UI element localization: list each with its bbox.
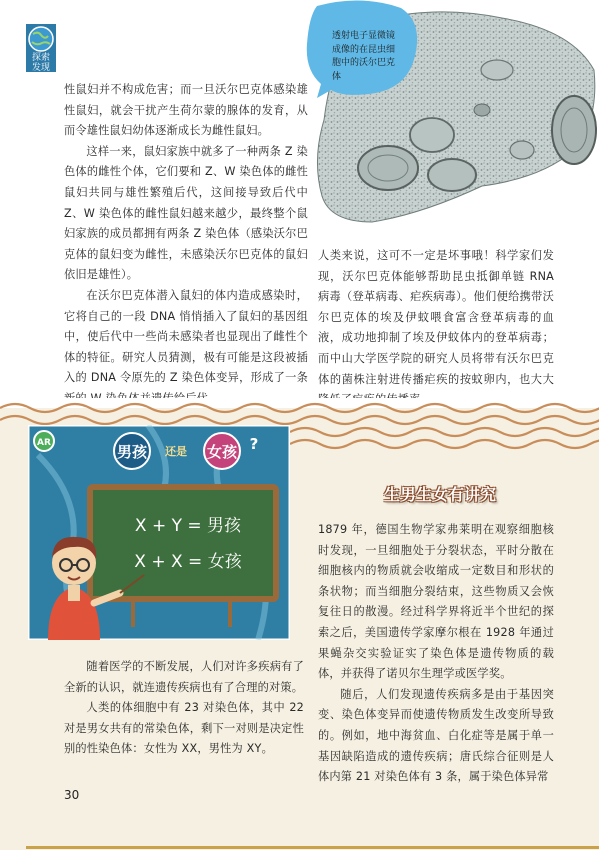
bottom-rule — [26, 846, 599, 849]
equation-girl: X + X = 女孩 — [134, 552, 242, 572]
logo-text-2: 发现 — [31, 63, 51, 73]
paragraph: 性鼠妇并不构成危害；而一旦沃尔巴克体感染雄性鼠妇，就会干扰产生荷尔蒙的腺体的发育，从而令雄性鼠妇幼体逐渐成长为雌性鼠妇。 — [64, 83, 308, 138]
boy-or-girl-illustration — [28, 425, 290, 640]
upper-right-column — [318, 246, 554, 411]
question-girl: 女孩 — [206, 443, 238, 461]
paragraph: 1879 年，德国生物学家弗莱明在观察细胞核时发现，一旦细胞处于分裂状态，平时分散在细胞核内的物质就会收缩成一定数目和形状的条状物；而当细胞分裂结束，这些物质又会恢复往日的散漫。经过科学界将近半个世纪的探索之后，美国遗传学家摩尔根在 1928 年通过果蝇杂交实验证实了染色体是遗传物质的载体，并获得了诺贝尔生理学或医学奖。 — [318, 523, 554, 681]
paragraph: 随着医学的不断发展，人们对许多疾病有了全新的认识，就连遗传疾病也有了合理的对策。 — [64, 660, 304, 694]
paragraph: 在沃尔巴克体潜入鼠妇的体内造成感染时，它将自己的一段 DNA 悄悄插入了鼠妇的基因组中，使后代中一些尚未感染者也显现出了雌性个体的特征。研究人员猜测，极有可能是这段被插入的 DNA 令原先的 Z 染色体变异，形成了一条 — [64, 288, 308, 385]
lower-left-column — [64, 657, 304, 760]
upper-left-column — [64, 80, 308, 430]
question-boy: 男孩 — [116, 443, 148, 461]
paragraph: 人类的体细胞中有 23 对染色体，其中 22 对是男女共有的常染色体，剩下一对则是决定性别的性染色体：女性为 XX，男性为 XY。 — [64, 701, 304, 756]
section-title: 生男生女有讲究 — [383, 485, 496, 504]
lower-right-column — [318, 520, 554, 788]
paragraph: 人类来说，这可不一定是坏事哦！科学家们发现，沃尔巴克体能够帮助昆虫抵御单链 RNA 病毒（登革病毒、疟疾病毒）。他们便给携带沃尔巴克体的埃及伊蚊喂食富含登革病毒的血液，成功地抑制了埃及伊蚊体内的登革病毒；而中山大学医学院的研究人员将带有沃尔巴克体的菌株注射进传播疟疾的按蚊卵内，也大大 — [318, 249, 554, 386]
paragraph: 这样一来，鼠妇家族中就多了一种两条 Z 染色体的雌性个体，它们要和 Z、W 染色体的雌性鼠妇共同与雄性繁殖后代，这间接导致后代中 Z、W 染色体的雌性鼠妇越来越少，最终整个鼠妇家族的成员都拥有两条 Z 染色体（感染沃尔巴克体的鼠妇变为雌性，未感染沃尔巴克体的鼠妇依旧是雄性）。 — [64, 144, 308, 282]
ar-badge: AR — [37, 438, 51, 448]
logo-text-1: 探索 — [31, 53, 51, 63]
section-logo — [22, 22, 60, 74]
question-or: 还是 — [165, 445, 187, 458]
page-number: 30 — [64, 788, 80, 802]
paragraph: 随后，人们发现遗传疾病多是由于基因突变、染色体变异而使遗传物质发生改变所导致的。例如，地中海贫血、白化症等是属于单一基因缺陷造成的遗传疾病；唐氏综合征则是人体内第 21 对染色体有 3 条，属于染色体异常 — [318, 687, 554, 784]
equation-boy: X + Y = 男孩 — [134, 516, 242, 536]
image-caption: 透射电子显微镜成像的在昆虫细胞中的沃尔巴克体 — [332, 31, 396, 82]
question-mark: ? — [249, 435, 259, 453]
